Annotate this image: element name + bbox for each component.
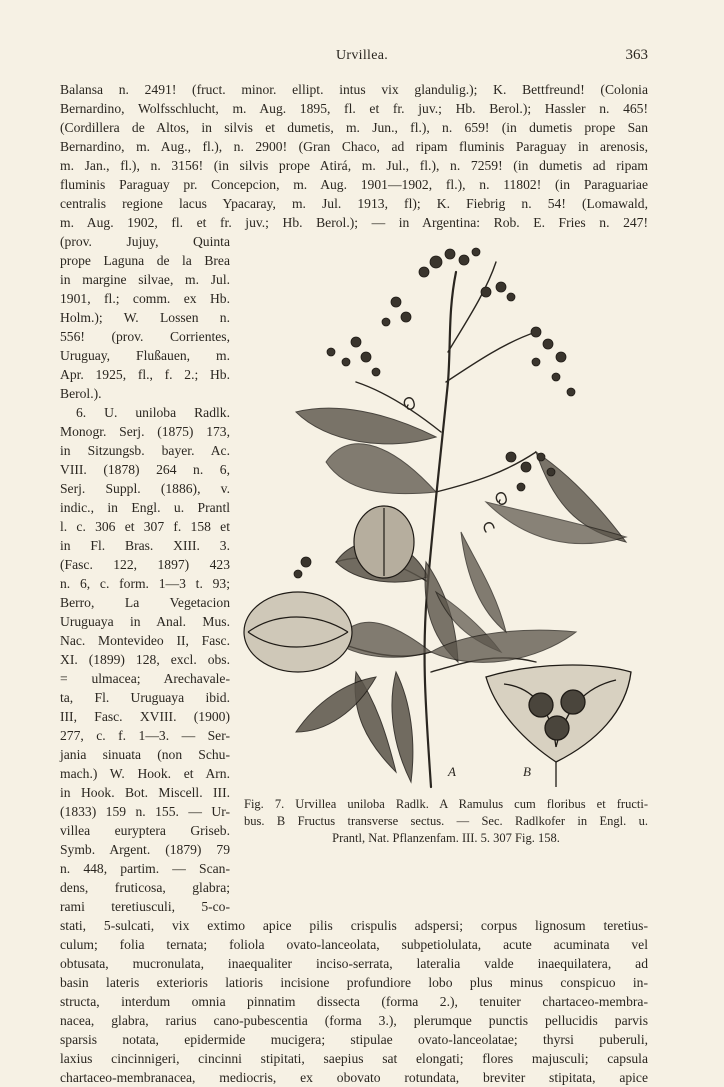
text-line: Bernardino, m. Aug., fl.), n. 2900! (Gran Chaco, ad ripam fluminis Paraguay in arenosis, [60, 139, 648, 154]
side-text-line: Serj. Suppl. (1886), v. [60, 481, 230, 496]
side-text-line: 556! (prov. Corrientes, [60, 329, 230, 344]
text-line: centralis regione lacus Ypacaray, m. Jul. 1913, fl); K. Fiebrig n. 54! (Lomawald, [60, 196, 648, 211]
side-text-line: Symb. Argent. (1879) 79 [60, 842, 230, 857]
side-text-line: ta, Fl. Uruguaya ibid. [60, 690, 230, 705]
side-text-line: Uruguaya in Anal. Mus. [60, 614, 230, 629]
side-text-line: (prov. Jujuy, Quinta [60, 234, 230, 249]
side-text-line: VIII. (1878) 264 n. 6, [60, 462, 230, 477]
side-text-line: (1833) 159 n. 155. — Ur- [60, 804, 230, 819]
side-text-line: jania sinuata (non Schu- [60, 747, 230, 762]
side-text-line: l. c. 306 et 307 f. 158 et [60, 519, 230, 534]
side-text-line: = ulmacea; Arechavale- [60, 671, 230, 686]
caption-line: bus. B Fructus transverse sectus. — Sec. Radlkofer in Engl. u. [244, 814, 648, 828]
side-text-line: Uruguay, Flußauen, m. [60, 348, 230, 363]
side-text-line: in Fl. Bras. XIII. 3. [60, 538, 230, 553]
caption-line: Prantl, Nat. Pflanzenfam. III. 5. 307 Fig. 158. [332, 831, 560, 845]
figure-caption [244, 796, 648, 847]
side-text-line: Monogr. Serj. (1875) 173, [60, 424, 230, 439]
text-line: basin lateris exterioris latioris incisione profundiore lobo plus minus conspicuo in- [60, 975, 648, 990]
running-header: Urvillea. [335, 48, 389, 63]
page-number: 363 [625, 47, 648, 63]
side-text-line: in Sitzungsb. bayer. Ac. [60, 443, 230, 458]
botanical-illustration [236, 232, 646, 792]
side-text-line: 1901, fl.; comm. ex Hb. [60, 291, 230, 306]
text-line: culum; folia ternata; foliola ovato-lanceolata, subpetiolulata, acute acuminata vel [60, 937, 648, 952]
text-line: laxius cincinnigeri, cincinni stipitati, saepius sat elongati; flores majusculi; capsula [60, 1051, 648, 1066]
text-line: Balansa n. 2491! (fruct. minor. ellipt. intus vix glandulig.); K. Bettfreund! (Colonia [60, 82, 648, 97]
side-text-line: Nac. Montevideo II, Fasc. [60, 633, 230, 648]
side-text-line: mach.) W. Hook. et Arn. [60, 766, 230, 781]
text-line: stati, 5-sulcati, vix extimo apice pilis crispulis adspersi; corpus lignosum teretius- [60, 918, 648, 933]
figure-label-b: B [523, 764, 531, 779]
species-heading: 6. U. uniloba Radlk. [76, 405, 230, 420]
text-line: m. Aug. 1902, fl. et fr. juv.; Hb. Berol.); — in Argentina: Rob. E. Fries n. 247! [60, 215, 648, 230]
side-text-line: (Fasc. 122, 1897) 423 [60, 557, 230, 572]
side-text-line: indic., in Engl. u. Prantl [60, 500, 230, 515]
text-line: m. Jan., fl.), n. 3156! (in silvis prope Atirá, m. Jul., fl.), n. 7259! (in dumetis ad ripam [60, 158, 648, 173]
side-text-line: n. 448, partim. — Scan- [60, 861, 230, 876]
text-line: structa, interdum omnia pinnatim dissecta (forma 2.), tenuiter chartaceo-membra- [60, 994, 648, 1009]
side-text-line: in margine silvae, m. Jul. [60, 272, 230, 287]
caption-line: Fig. 7. Urvillea uniloba Radlk. A Ramulus cum floribus et fructi- [244, 797, 648, 811]
side-text-line: prope Laguna de la Brea [60, 253, 230, 268]
side-text-line: rami teretiusculi, 5-co- [60, 899, 230, 914]
text-line: (Cordillera de Altos, in silvis et dumetis, m. Jun., fl.), n. 659! (in dumetis prope San [60, 120, 648, 135]
text-line: Bernardino, Wolfsschlucht, m. Aug. 1895, fl. et fr. juv.; Hb. Berol.); Hassler n. 465! [60, 101, 648, 116]
side-text-line: Holm.); W. Lossen n. [60, 310, 230, 325]
side-text-line: 277, c. f. 1—3. — Ser- [60, 728, 230, 743]
text-line: fluminis Paraguay pr. Concepcion, m. Aug. 1901—1902, fl.), n. 11802! (in Paraguariae [60, 177, 648, 192]
figure-label-a: A [448, 764, 456, 779]
side-text-line: III, Fasc. XVIII. (1900) [60, 709, 230, 724]
text-line: chartaceo-membranacea, mediocris, ex obovato rotundata, breviter stipitata, apice [60, 1070, 648, 1085]
side-text-line: Berol.). [60, 386, 102, 401]
side-text-line: Apr. 1925, fl., f. 2.; Hb. [60, 367, 230, 382]
text-line: obtusata, mucronulata, inaequaliter inciso-serrata, lateralia valde inaequilatera, ad [60, 956, 648, 971]
side-text-line: dens, fruticosa, glabra; [60, 880, 230, 895]
side-text-line: Berro, La Vegetacion [60, 595, 230, 610]
side-text-line: in Hook. Bot. Miscell. III. [60, 785, 230, 800]
text-line: sparsis notata, epidermide mucigera; stipulae ovato-lanceolatae; thyrsi puberuli, [60, 1032, 648, 1047]
side-text-line: n. 6, c. form. 1—3 t. 93; [60, 576, 230, 591]
side-text-line: villea euryptera Griseb. [60, 823, 230, 838]
side-text-line: XI. (1899) 128, excl. obs. [60, 652, 230, 667]
text-line: nacea, glabra, rarius cano-pubescentia (forma 3.), plerumque punctis pellucidis parvis [60, 1013, 648, 1028]
